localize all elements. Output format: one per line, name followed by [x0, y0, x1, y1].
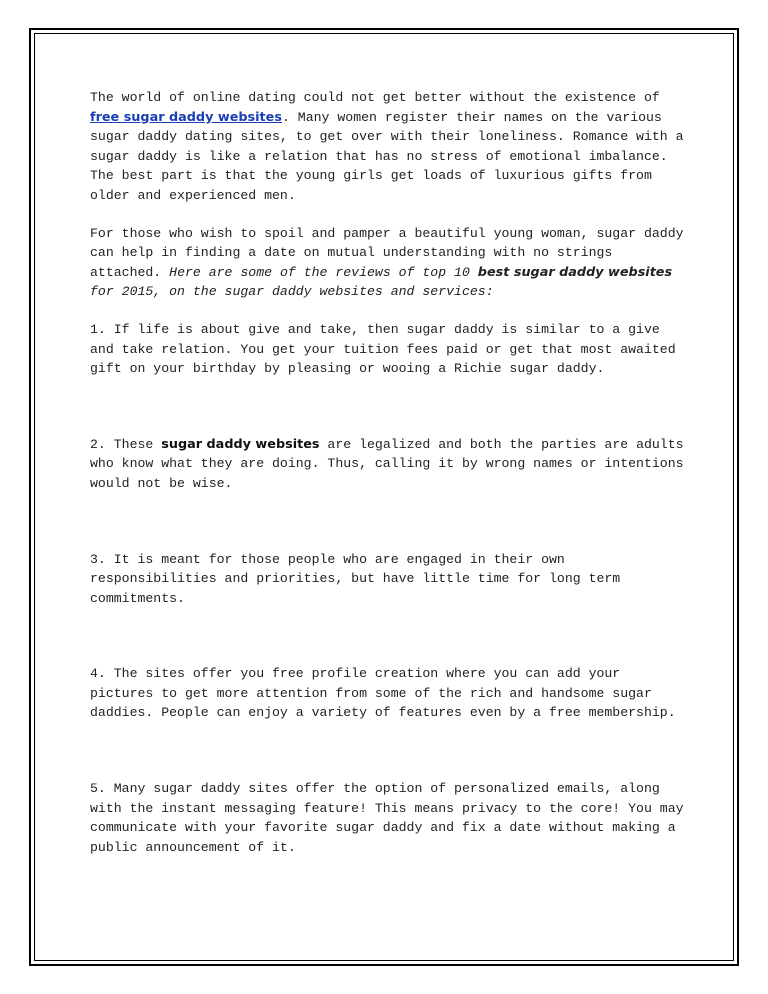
second-paragraph — [90, 224, 690, 302]
reviews-intro-text-end: for 2015, on the sugar daddy websites and services: — [90, 284, 494, 300]
list-item-2-text: are legalized and both the parties are adults who know what they are doing. Thus, calling it by wrong names or intentions would not be wise. — [90, 436, 684, 491]
list-item-2-number: 2. These — [90, 436, 162, 452]
reviews-intro — [90, 265, 672, 300]
list-item-4: 4. The sites offer you free profile creation where you can add your pictures to get more attention from some of the rich and handsome sugar daddies. People can enjoy a variety of features even by a free membership. — [90, 666, 676, 721]
intro-text: The world of online dating could not get better without the existence of — [90, 90, 660, 105]
list-item-5: 5. Many sugar daddy sites offer the option of personalized emails, along with the instant messaging feature! This means privacy to the core! You may communicate with your favorite sugar daddy and fix a date without making a public announcement of it. — [90, 781, 684, 855]
intro-text-continued: . Many women register their names on the various sugar daddy dating sites, to get over with their loneliness. Romance with a sugar daddy is like a relation that has no stress of emotional imbalance. The best part is that the young girls get loads of luxurious gifts from older and experienced men. — [90, 109, 684, 203]
list-item-1: 1. If life is about give and take, then sugar daddy is similar to a give and take relation. You get your tuition fees paid or get that most awaited gift on your birthday by pleasing or wooing a Richie sugar daddy. — [90, 321, 676, 377]
document-body — [90, 88, 690, 857]
intro-paragraph — [90, 88, 690, 206]
list-item-3: 3. It is meant for those people who are engaged in their own responsibilities and priorities, but have little time for long term commitments. — [90, 551, 621, 606]
free-sugar-daddy-websites-link[interactable]: free sugar daddy websites — [90, 109, 282, 125]
second-paragraph-text: For those who wish to spoil and pamper a beautiful young woman, sugar daddy can help in finding a date on mutual understanding with no strings attached. — [90, 225, 684, 280]
list-item-2 — [90, 435, 690, 494]
sugar-daddy-websites-keyword: sugar daddy websites — [161, 436, 320, 452]
reviews-intro-text: Here are some of the reviews of top 10 — [169, 264, 478, 280]
best-sugar-daddy-websites-keyword: best sugar daddy websites — [477, 264, 673, 280]
